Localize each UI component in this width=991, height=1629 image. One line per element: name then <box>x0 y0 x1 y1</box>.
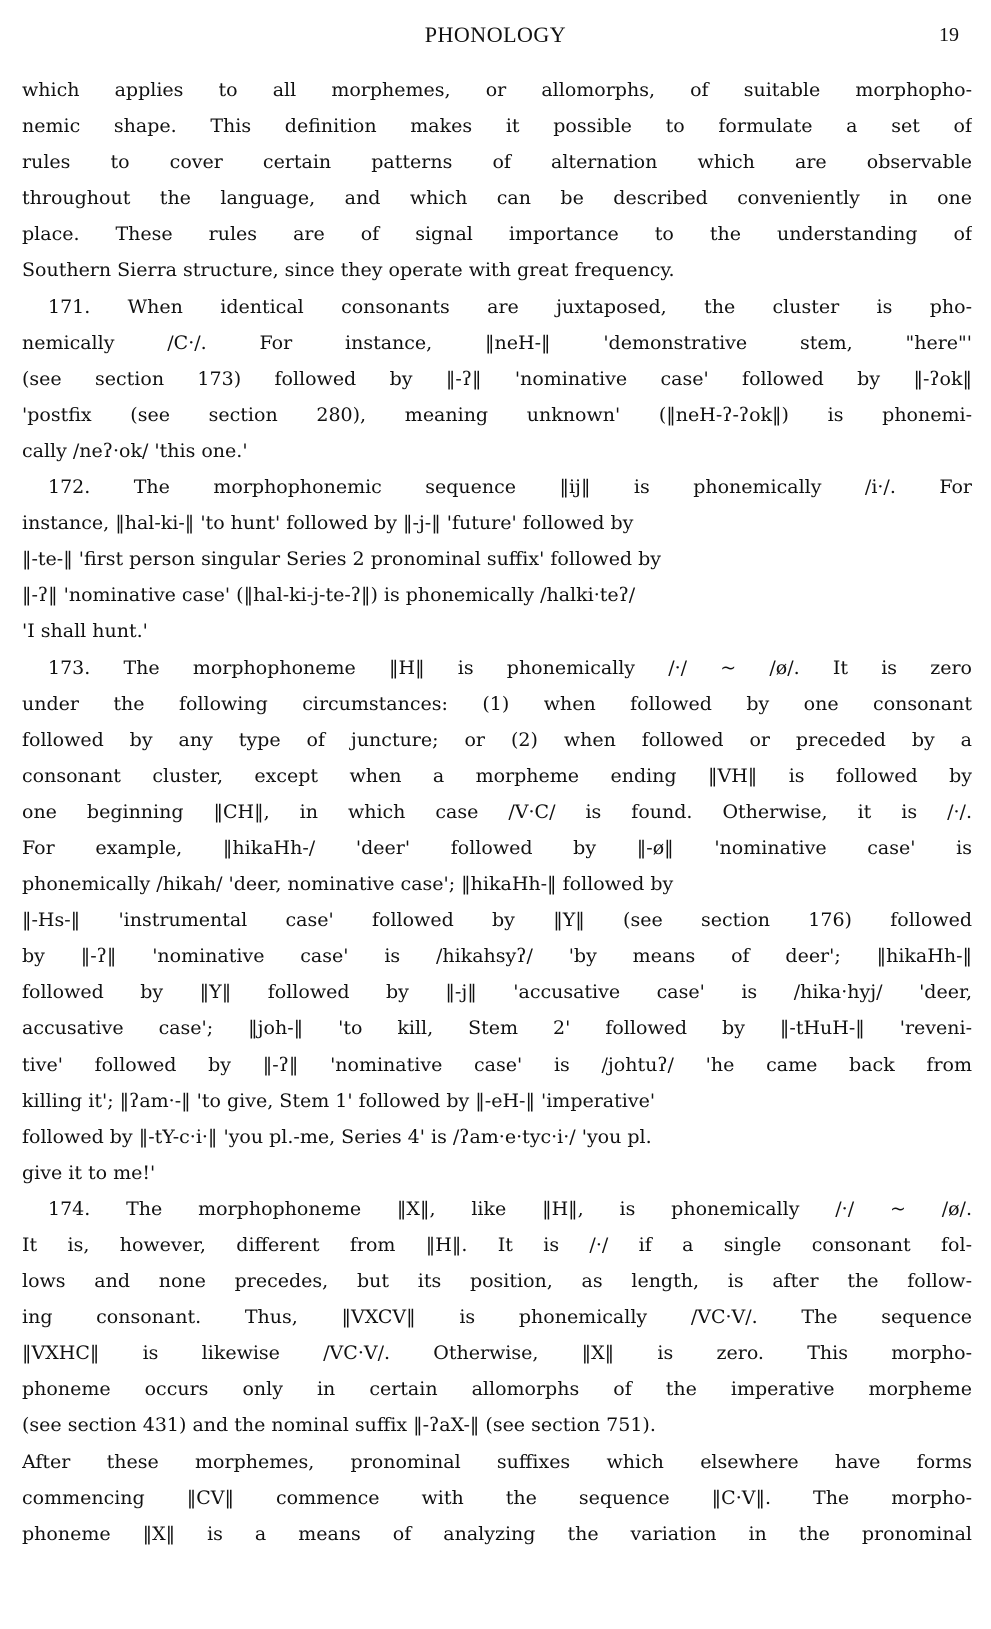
text-line: phoneme occurs only in certain allomorphs of the imperative morpheme <box>22 1378 972 1401</box>
text-line: by ‖-ʔ‖ 'nominative case' is /hikahsyʔ/ 'by means of deer'; ‖hikaHh-‖ <box>22 945 972 968</box>
text-line: killing it'; ‖ʔam·-‖ 'to give, Stem 1' followed by ‖-eH-‖ 'imperative' <box>22 1089 656 1112</box>
text-line: cally /neʔ·ok/ 'this one.' <box>22 439 248 462</box>
text-line: ‖-te-‖ 'first person singular Series 2 pronominal suffix' followed by <box>22 548 662 571</box>
text-line: phonemically /hikah/ 'deer, nominative case'; ‖hikaHh-‖ followed by <box>22 873 674 896</box>
text-line: 171. When identical consonants are juxtaposed, the cluster is pho- <box>48 295 972 318</box>
text-line: 173. The morphophoneme ‖H‖ is phonemically /·/ ~ /ø/. It is zero <box>48 656 972 679</box>
text-line: throughout the language, and which can be described conveniently in one <box>22 187 972 210</box>
text-line: ‖-Hs-‖ 'instrumental case' followed by ‖Y‖ (see section 176) followed <box>22 909 972 932</box>
text-line: 172. The morphophonemic sequence ‖ij‖ is phonemically /i·/. For <box>48 476 972 499</box>
text-line: consonant cluster, except when a morpheme ending ‖VH‖ is followed by <box>22 764 972 787</box>
text-line: give it to me!' <box>22 1161 156 1184</box>
text-line: followed by ‖-tY-c·i·‖ 'you pl.-me, Series 4' is /ʔam·e·tyc·i·/ 'you pl. <box>22 1125 652 1148</box>
text-line: followed by any type of juncture; or (2) when followed or preceded by a <box>22 728 972 751</box>
text-line: (see section 173) followed by ‖-ʔ‖ 'nominative case' followed by ‖-ʔok‖ <box>22 367 972 390</box>
body-text <box>22 72 972 1552</box>
text-line: rules to cover certain patterns of alternation which are observable <box>22 151 972 174</box>
text-line: It is, however, different from ‖H‖. It is /·/ if a single consonant fol- <box>22 1234 972 1256</box>
text-line: After these morphemes, pronominal suffixes which elsewhere have forms <box>22 1450 972 1473</box>
text-line: followed by ‖Y‖ followed by ‖-j‖ 'accusative case' is /hika·hyj/ 'deer, <box>22 981 972 1004</box>
page-number: 19 <box>939 24 959 46</box>
text-line: nemically /C·/. For instance, ‖neH-‖ 'demonstrative stem, "here"' <box>22 331 972 354</box>
text-line: commencing ‖CV‖ commence with the sequence ‖C·V‖. The morpho- <box>22 1486 972 1509</box>
text-line: accusative case'; ‖joh-‖ 'to kill, Stem 2' followed by ‖-tHuH-‖ 'reveni- <box>22 1017 972 1040</box>
running-header <box>0 22 991 52</box>
text-line: which applies to all morphemes, or allomorphs, of suitable morphopho- <box>22 79 972 101</box>
text-line: ‖-ʔ‖ 'nominative case' (‖hal-ki-j-te-ʔ‖) is phonemically /halki·teʔ/ <box>22 584 636 607</box>
text-line: 'I shall hunt.' <box>22 620 148 643</box>
text-line: 'postfix (see section 280), meaning unknown' (‖neH-ʔ-ʔok‖) is phonemi- <box>22 403 972 426</box>
text-line: 174. The morphophoneme ‖X‖, like ‖H‖, is phonemically /·/ ~ /ø/. <box>48 1197 972 1220</box>
text-line: under the following circumstances: (1) when followed by one consonant <box>22 692 972 715</box>
text-line: ‖VXHC‖ is likewise /VC·V/. Otherwise, ‖X‖ is zero. This morpho- <box>22 1342 972 1365</box>
text-line: phoneme ‖X‖ is a means of analyzing the variation in the pronominal <box>22 1522 972 1545</box>
text-line: lows and none precedes, but its position, as length, is after the follow- <box>22 1270 972 1293</box>
text-line: place. These rules are of signal importance to the understanding of <box>22 223 972 246</box>
text-line: (see section 431) and the nominal suffix ‖-ʔaX-‖ (see section 751). <box>22 1414 656 1437</box>
text-line: one beginning ‖CH‖, in which case /V·C/ is found. Otherwise, it is /·/. <box>22 800 972 823</box>
page-header-title: PHONOLOGY <box>424 22 567 47</box>
text-line: tive' followed by ‖-ʔ‖ 'nominative case' is /johtuʔ/ 'he came back from <box>22 1053 972 1076</box>
text-line: nemic shape. This definition makes it possible to formulate a set of <box>22 115 972 138</box>
text-line: For example, ‖hikaHh-/ 'deer' followed by ‖-ø‖ 'nominative case' is <box>22 836 972 859</box>
text-line: instance, ‖hal-ki-‖ 'to hunt' followed by ‖-j-‖ 'future' followed by <box>22 512 634 535</box>
text-line: Southern Sierra structure, since they operate with great frequency. <box>22 259 675 282</box>
text-line: ing consonant. Thus, ‖VXCV‖ is phonemically /VC·V/. The sequence <box>22 1306 972 1329</box>
